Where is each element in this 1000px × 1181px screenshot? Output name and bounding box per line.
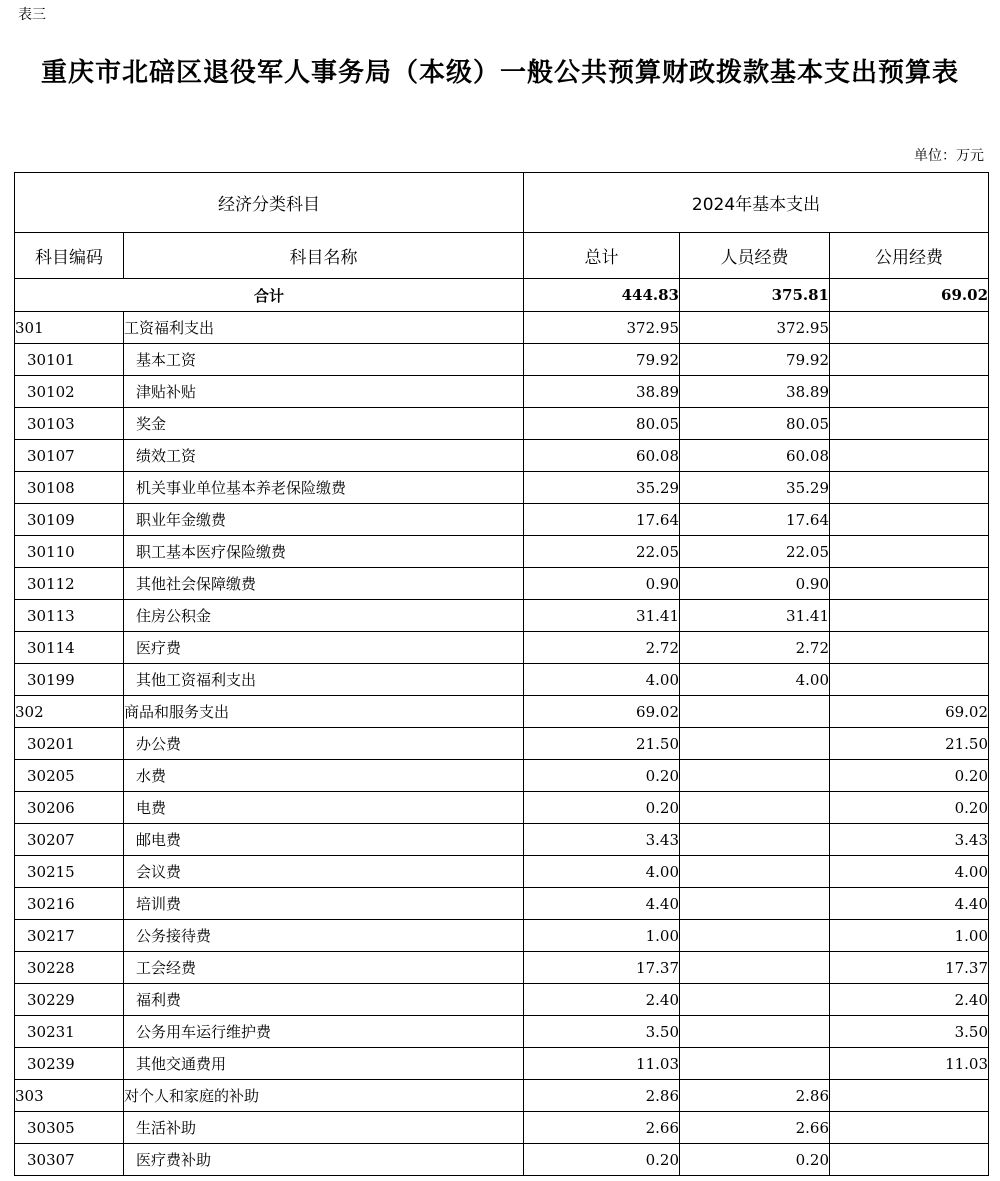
subject-code-cell: 30103 <box>15 408 124 440</box>
total-label: 合计 <box>15 279 524 312</box>
personnel-cell: 80.05 <box>680 408 830 440</box>
subject-name-cell: 对个人和家庭的补助 <box>124 1080 524 1112</box>
table-row <box>15 472 989 504</box>
table-row <box>15 600 989 632</box>
table-row <box>15 952 989 984</box>
table-row <box>15 632 989 664</box>
public-cell: 3.43 <box>830 824 989 856</box>
public-cell <box>830 472 989 504</box>
subject-name-cell: 其他交通费用 <box>124 1048 524 1080</box>
subject-name-cell: 工会经费 <box>124 952 524 984</box>
total-cell: 0.90 <box>524 568 680 600</box>
public-cell: 17.37 <box>830 952 989 984</box>
table-row <box>15 824 989 856</box>
table-row <box>15 1016 989 1048</box>
total-cell: 22.05 <box>524 536 680 568</box>
public-cell: 11.03 <box>830 1048 989 1080</box>
subject-name-cell: 邮电费 <box>124 824 524 856</box>
subject-code-cell: 30307 <box>15 1144 124 1176</box>
table-row <box>15 1112 989 1144</box>
public-cell <box>830 600 989 632</box>
table-row <box>15 920 989 952</box>
subject-code-cell: 30207 <box>15 824 124 856</box>
table-number-label: 表三 <box>18 7 46 23</box>
subject-code-cell: 30305 <box>15 1112 124 1144</box>
table-row <box>15 888 989 920</box>
total-cell: 35.29 <box>524 472 680 504</box>
subject-name-cell: 基本工资 <box>124 344 524 376</box>
subject-code-cell: 30107 <box>15 440 124 472</box>
subject-name-cell: 其他社会保障缴费 <box>124 568 524 600</box>
personnel-cell: 4.00 <box>680 664 830 696</box>
personnel-cell <box>680 952 830 984</box>
total-cell: 38.89 <box>524 376 680 408</box>
public-cell <box>830 536 989 568</box>
total-cell: 3.43 <box>524 824 680 856</box>
subject-name-cell: 医疗费 <box>124 632 524 664</box>
personnel-cell <box>680 792 830 824</box>
personnel-cell <box>680 824 830 856</box>
table-row <box>15 984 989 1016</box>
subject-name-cell: 福利费 <box>124 984 524 1016</box>
total-cell: 2.66 <box>524 1112 680 1144</box>
public-cell <box>830 664 989 696</box>
personnel-cell: 0.90 <box>680 568 830 600</box>
header-subject-name: 科目名称 <box>124 233 524 279</box>
personnel-cell: 2.86 <box>680 1080 830 1112</box>
table-row <box>15 568 989 600</box>
personnel-cell <box>680 696 830 728</box>
subject-name-cell: 会议费 <box>124 856 524 888</box>
total-cell: 372.95 <box>524 312 680 344</box>
personnel-cell: 35.29 <box>680 472 830 504</box>
header-public-expenses: 公用经费 <box>830 233 989 279</box>
total-cell: 0.20 <box>524 1144 680 1176</box>
personnel-cell <box>680 760 830 792</box>
total-cell: 0.20 <box>524 760 680 792</box>
subject-code-cell: 30228 <box>15 952 124 984</box>
personnel-cell <box>680 888 830 920</box>
public-cell <box>830 632 989 664</box>
budget-table <box>14 172 989 1176</box>
total-cell: 21.50 <box>524 728 680 760</box>
subject-code-cell: 30215 <box>15 856 124 888</box>
public-cell: 0.20 <box>830 760 989 792</box>
subject-code-cell: 30216 <box>15 888 124 920</box>
subject-name-cell: 培训费 <box>124 888 524 920</box>
page-title: 重庆市北碚区退役军人事务局（本级）一般公共预算财政拨款基本支出预算表 <box>40 58 959 88</box>
header-economic-category: 经济分类科目 <box>15 173 524 233</box>
table-row <box>15 408 989 440</box>
subject-name-cell: 公务用车运行维护费 <box>124 1016 524 1048</box>
public-cell <box>830 568 989 600</box>
subject-name-cell: 生活补助 <box>124 1112 524 1144</box>
subject-code-cell: 30217 <box>15 920 124 952</box>
public-cell: 0.20 <box>830 792 989 824</box>
personnel-cell <box>680 728 830 760</box>
subject-code-cell: 303 <box>15 1080 124 1112</box>
table-row <box>15 504 989 536</box>
subject-name-cell: 商品和服务支出 <box>124 696 524 728</box>
subject-code-cell: 30206 <box>15 792 124 824</box>
subject-code-cell: 30231 <box>15 1016 124 1048</box>
subject-code-cell: 301 <box>15 312 124 344</box>
header-basic-expenditure-2024: 2024年基本支出 <box>524 173 989 233</box>
personnel-cell: 79.92 <box>680 344 830 376</box>
subject-code-cell: 30201 <box>15 728 124 760</box>
total-public: 69.02 <box>830 279 989 312</box>
subject-name-cell: 公务接待费 <box>124 920 524 952</box>
total-cell: 60.08 <box>524 440 680 472</box>
subject-name-cell: 机关事业单位基本养老保险缴费 <box>124 472 524 504</box>
subject-name-cell: 绩效工资 <box>124 440 524 472</box>
header-subject-code: 科目编码 <box>15 233 124 279</box>
public-cell <box>830 1080 989 1112</box>
subject-code-cell: 30112 <box>15 568 124 600</box>
public-cell <box>830 344 989 376</box>
subject-code-cell: 30113 <box>15 600 124 632</box>
table-row <box>15 536 989 568</box>
personnel-cell <box>680 856 830 888</box>
subject-code-cell: 30108 <box>15 472 124 504</box>
public-cell <box>830 1144 989 1176</box>
subject-name-cell: 办公费 <box>124 728 524 760</box>
personnel-cell <box>680 1048 830 1080</box>
personnel-cell: 38.89 <box>680 376 830 408</box>
public-cell: 69.02 <box>830 696 989 728</box>
total-cell: 4.00 <box>524 856 680 888</box>
personnel-cell: 2.66 <box>680 1112 830 1144</box>
public-cell: 4.00 <box>830 856 989 888</box>
header-total: 总计 <box>524 233 680 279</box>
total-cell: 69.02 <box>524 696 680 728</box>
public-cell <box>830 376 989 408</box>
total-cell: 0.20 <box>524 792 680 824</box>
table-row <box>15 760 989 792</box>
table-row <box>15 344 989 376</box>
public-cell: 3.50 <box>830 1016 989 1048</box>
table-row <box>15 312 989 344</box>
table-row <box>15 856 989 888</box>
subject-name-cell: 电费 <box>124 792 524 824</box>
personnel-cell: 31.41 <box>680 600 830 632</box>
subject-code-cell: 30229 <box>15 984 124 1016</box>
total-cell: 1.00 <box>524 920 680 952</box>
subject-code-cell: 302 <box>15 696 124 728</box>
subject-name-cell: 工资福利支出 <box>124 312 524 344</box>
total-cell: 3.50 <box>524 1016 680 1048</box>
personnel-cell: 60.08 <box>680 440 830 472</box>
subject-code-cell: 30205 <box>15 760 124 792</box>
public-cell <box>830 408 989 440</box>
subject-code-cell: 30109 <box>15 504 124 536</box>
total-cell: 79.92 <box>524 344 680 376</box>
subject-name-cell: 医疗费补助 <box>124 1144 524 1176</box>
total-cell: 4.00 <box>524 664 680 696</box>
total-cell: 17.64 <box>524 504 680 536</box>
subject-code-cell: 30114 <box>15 632 124 664</box>
table-row <box>15 376 989 408</box>
table-row <box>15 1144 989 1176</box>
total-cell: 2.86 <box>524 1080 680 1112</box>
subject-code-cell: 30199 <box>15 664 124 696</box>
total-total: 444.83 <box>524 279 680 312</box>
public-cell <box>830 312 989 344</box>
personnel-cell: 22.05 <box>680 536 830 568</box>
subject-name-cell: 其他工资福利支出 <box>124 664 524 696</box>
public-cell: 21.50 <box>830 728 989 760</box>
subject-code-cell: 30101 <box>15 344 124 376</box>
personnel-cell <box>680 984 830 1016</box>
subject-code-cell: 30102 <box>15 376 124 408</box>
total-row <box>15 279 989 312</box>
unit-label: 单位：万元 <box>914 148 984 164</box>
public-cell: 1.00 <box>830 920 989 952</box>
subject-name-cell: 奖金 <box>124 408 524 440</box>
subject-name-cell: 职工基本医疗保险缴费 <box>124 536 524 568</box>
total-cell: 31.41 <box>524 600 680 632</box>
total-cell: 2.72 <box>524 632 680 664</box>
subject-code-cell: 30110 <box>15 536 124 568</box>
public-cell <box>830 1112 989 1144</box>
total-cell: 11.03 <box>524 1048 680 1080</box>
subject-name-cell: 职业年金缴费 <box>124 504 524 536</box>
table-row <box>15 1048 989 1080</box>
personnel-cell <box>680 920 830 952</box>
public-cell <box>830 504 989 536</box>
public-cell: 2.40 <box>830 984 989 1016</box>
personnel-cell: 0.20 <box>680 1144 830 1176</box>
total-cell: 4.40 <box>524 888 680 920</box>
table-row <box>15 728 989 760</box>
personnel-cell: 372.95 <box>680 312 830 344</box>
header-personnel-expenses: 人员经费 <box>680 233 830 279</box>
public-cell: 4.40 <box>830 888 989 920</box>
personnel-cell: 17.64 <box>680 504 830 536</box>
header-row-group <box>15 173 989 233</box>
subject-name-cell: 水费 <box>124 760 524 792</box>
total-cell: 80.05 <box>524 408 680 440</box>
table-row <box>15 1080 989 1112</box>
subject-name-cell: 住房公积金 <box>124 600 524 632</box>
total-cell: 17.37 <box>524 952 680 984</box>
table-row <box>15 696 989 728</box>
table-row <box>15 792 989 824</box>
subject-name-cell: 津贴补贴 <box>124 376 524 408</box>
table-row <box>15 664 989 696</box>
total-personnel: 375.81 <box>680 279 830 312</box>
table-row <box>15 440 989 472</box>
public-cell <box>830 440 989 472</box>
header-row-columns <box>15 233 989 279</box>
subject-code-cell: 30239 <box>15 1048 124 1080</box>
personnel-cell <box>680 1016 830 1048</box>
personnel-cell: 2.72 <box>680 632 830 664</box>
total-cell: 2.40 <box>524 984 680 1016</box>
